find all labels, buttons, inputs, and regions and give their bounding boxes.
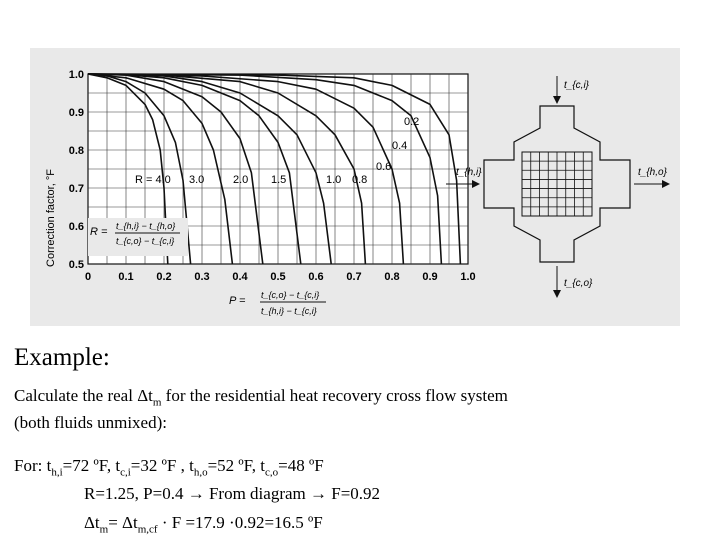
y-tick-label: 1.0 [68,69,84,81]
delta-t-symbol: Δt [137,386,153,405]
arrow-hot-in-head [472,180,480,188]
figure-svg [30,48,680,326]
given-sub-co: c,o [265,466,279,479]
p-def-lhs: P = [229,295,246,307]
x-tick-label: 0.7 [346,271,362,283]
task-line-1 [14,386,508,408]
x-tick-labels [85,271,476,283]
heat-exchanger-core [522,152,592,216]
x-tick-label: 0.5 [270,271,286,283]
result-sub-mcf: m,cf [137,523,158,536]
x-tick-label: 0.3 [194,271,210,283]
result-a: Δt [84,513,100,532]
task-text-b: for the residential heat recovery cross flow system [161,386,508,405]
example-heading: Example: [14,344,110,371]
delta-t-subscript: m [152,396,162,409]
arrow-cold-in-head [553,96,561,104]
x-tick-label: 1.0 [460,271,476,283]
given-d: =52 ºF, t [207,456,265,475]
p-def-numerator: t_{c,o} − t_{c,i} [261,290,320,300]
result-b: = Δt [108,513,138,532]
x-tick-label: 0 [84,271,92,283]
r-label-0.8: 0.8 [352,174,368,186]
given-e: =48 ºF [278,456,324,475]
r-label-1.5: 1.5 [271,174,287,186]
y-tick-labels [69,69,84,271]
r-label-1.0: 1.0 [326,174,342,186]
label-t-ho: t_{h,o} [638,167,667,178]
given-sub-ho: h,o [193,466,208,479]
crossflow-diagram [446,76,670,298]
given-b: =72 ºF, t [62,456,121,475]
r-def-denominator: t_{c,o} − t_{c,i} [116,236,175,246]
result-c: · F =17.9 ·0.92=16.5 ºF [157,513,323,532]
p-def-denominator: t_{h,i} − t_{c,i} [261,306,317,316]
x-tick-label: 0.1 [118,271,134,283]
r-label-4.0: R = 4.0 [135,174,171,186]
result-line [84,513,323,535]
x-tick-label: 0.4 [232,271,248,283]
r-label-3.0: 3.0 [189,174,205,186]
r-label-0.2: 0.2 [404,116,420,128]
r-label-0.6: 0.6 [376,161,392,173]
y-axis-label: Correction factor, °F [45,169,57,267]
y-tick-label: 0.9 [68,107,84,119]
task-text-a: Calculate the real [14,386,138,405]
result-sub-m: m [99,523,109,536]
label-t-co: t_{c,o} [564,278,593,289]
y-tick-label: 0.5 [68,259,84,271]
r-label-0.4: 0.4 [392,140,408,152]
x-tick-label: 0.9 [422,271,438,283]
given-sub-ci: c,i [120,466,131,479]
y-tick-label: 0.8 [68,145,84,157]
y-tick-label: 0.6 [68,221,84,233]
given-sub-hi: h,i [51,466,63,479]
y-tick-label: 0.7 [68,183,84,195]
r-def-lhs: R = [90,226,108,238]
given-values-line [14,456,324,478]
label-t-ci: t_{c,i} [564,80,590,91]
p-definition [229,290,326,316]
r-def-numerator: t_{h,i} − t_{h,o} [116,221,176,231]
arrow-hot-out-head [662,180,670,188]
x-tick-label: 0.6 [308,271,324,283]
given-c: =32 ºF , t [130,456,194,475]
x-tick-label: 0.8 [384,271,400,283]
x-tick-label: 0.2 [156,271,172,283]
r-definition [88,218,188,256]
diagram-reading-line: R=1.25, P=0.4 → From diagram → F=0.92 [84,484,381,503]
arrow-cold-out-head [553,290,561,298]
correction-factor-figure [30,48,680,326]
r-label-2.0: 2.0 [233,174,249,186]
given-a: For: t [14,456,52,475]
label-t-hi: t_{h,i} [456,167,482,178]
task-line-2: (both fluids unmixed): [14,413,167,432]
